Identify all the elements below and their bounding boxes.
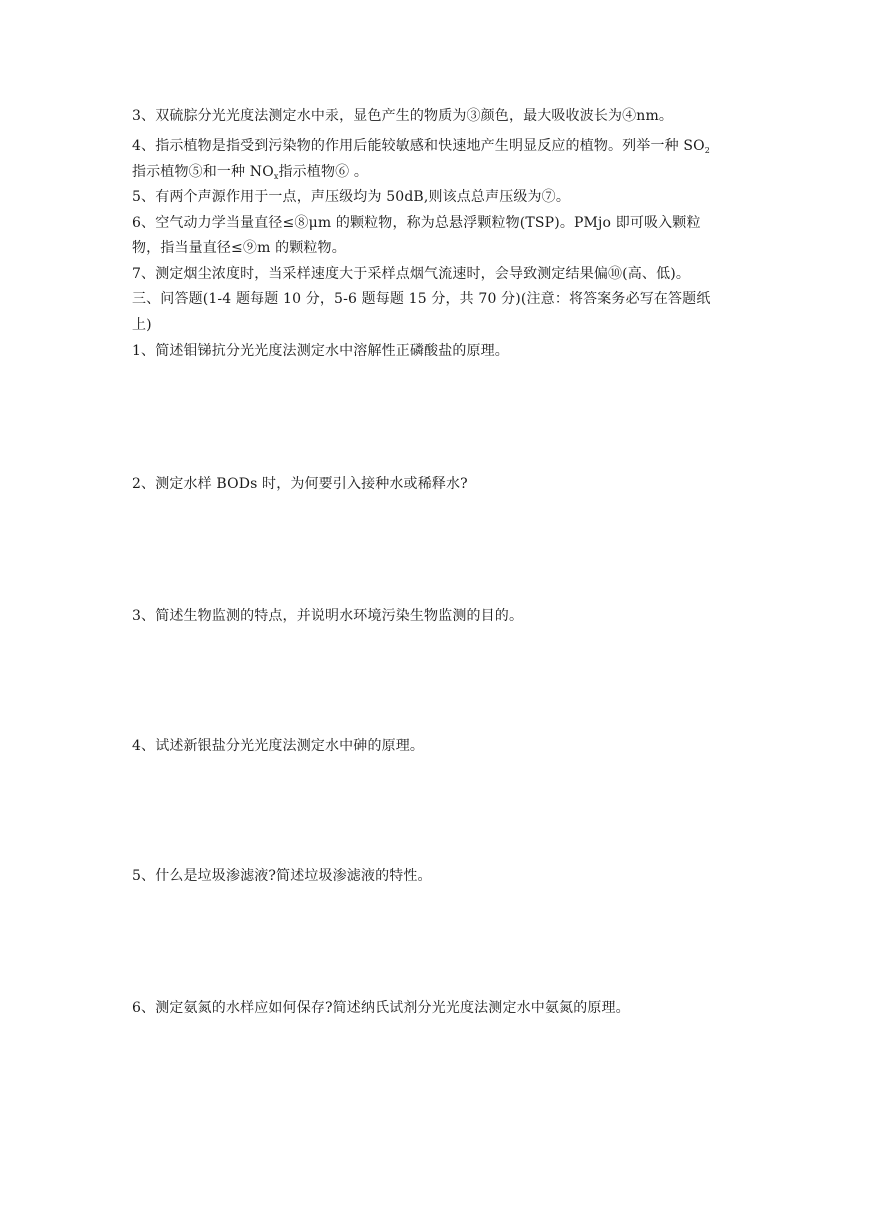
section-3-heading-line-1: 三、问答题(1-4 题每题 10 分，5-6 题每题 15 分，共 70 分)(注意：将答案务必写在答题纸	[132, 291, 711, 307]
essay-question-2: 2、测定水样 BODs 时，为何要引入接种水或稀释水?	[132, 476, 468, 492]
fill-question-4-text-a: 指示植物⑤和一种 NO	[132, 164, 274, 180]
fill-question-6-line-1: 6、空气动力学当量直径≤⑧μm 的颗粒物，称为总悬浮颗粒物(TSP)。PMjo 即可吸入颗粒	[132, 215, 701, 231]
nox-subscript: x	[273, 172, 279, 181]
fill-question-5: 5、有两个声源作用于一点，声压级均为 50dB,则该点总声压级为⑦。	[132, 189, 570, 205]
essay-question-6: 6、测定氨氮的水样应如何保存?简述纳氏试剂分光光度法测定水中氨氮的原理。	[132, 1000, 630, 1016]
fill-question-4-line-1	[132, 136, 710, 156]
essay-question-3: 3、简述生物监测的特点，并说明水环境污染生物监测的目的。	[132, 608, 524, 624]
fill-question-4-text-b: 指示植物⑥ 。	[278, 164, 368, 180]
fill-question-7: 7、测定烟尘浓度时，当采样速度大于采样点烟气流速时，会导致测定结果偏⑩(高、低)。	[132, 266, 690, 282]
fill-question-3: 3、双硫腙分光光度法测定水中汞，显色产生的物质为③颜色，最大吸收波长为④nm。	[132, 108, 674, 124]
section-3-heading-line-2: 上)	[132, 317, 152, 333]
so2-subscript: 2	[704, 146, 710, 155]
fill-question-6-line-2: 物，指当量直径≤⑨m 的颗粒物。	[132, 240, 346, 256]
essay-question-5: 5、什么是垃圾渗滤液?简述垃圾渗滤液的特性。	[132, 868, 432, 884]
essay-question-4: 4、试述新银盐分光光度法测定水中砷的原理。	[132, 738, 425, 754]
essay-question-1: 1、简述钼锑抗分光光度法测定水中溶解性正磷酸盐的原理。	[132, 343, 509, 359]
fill-question-4-line-2	[132, 162, 368, 182]
fill-question-4-text: 4、指示植物是指受到污染物的作用后能较敏感和快速地产生明显反应的植物。列举一种 SO	[132, 138, 705, 154]
